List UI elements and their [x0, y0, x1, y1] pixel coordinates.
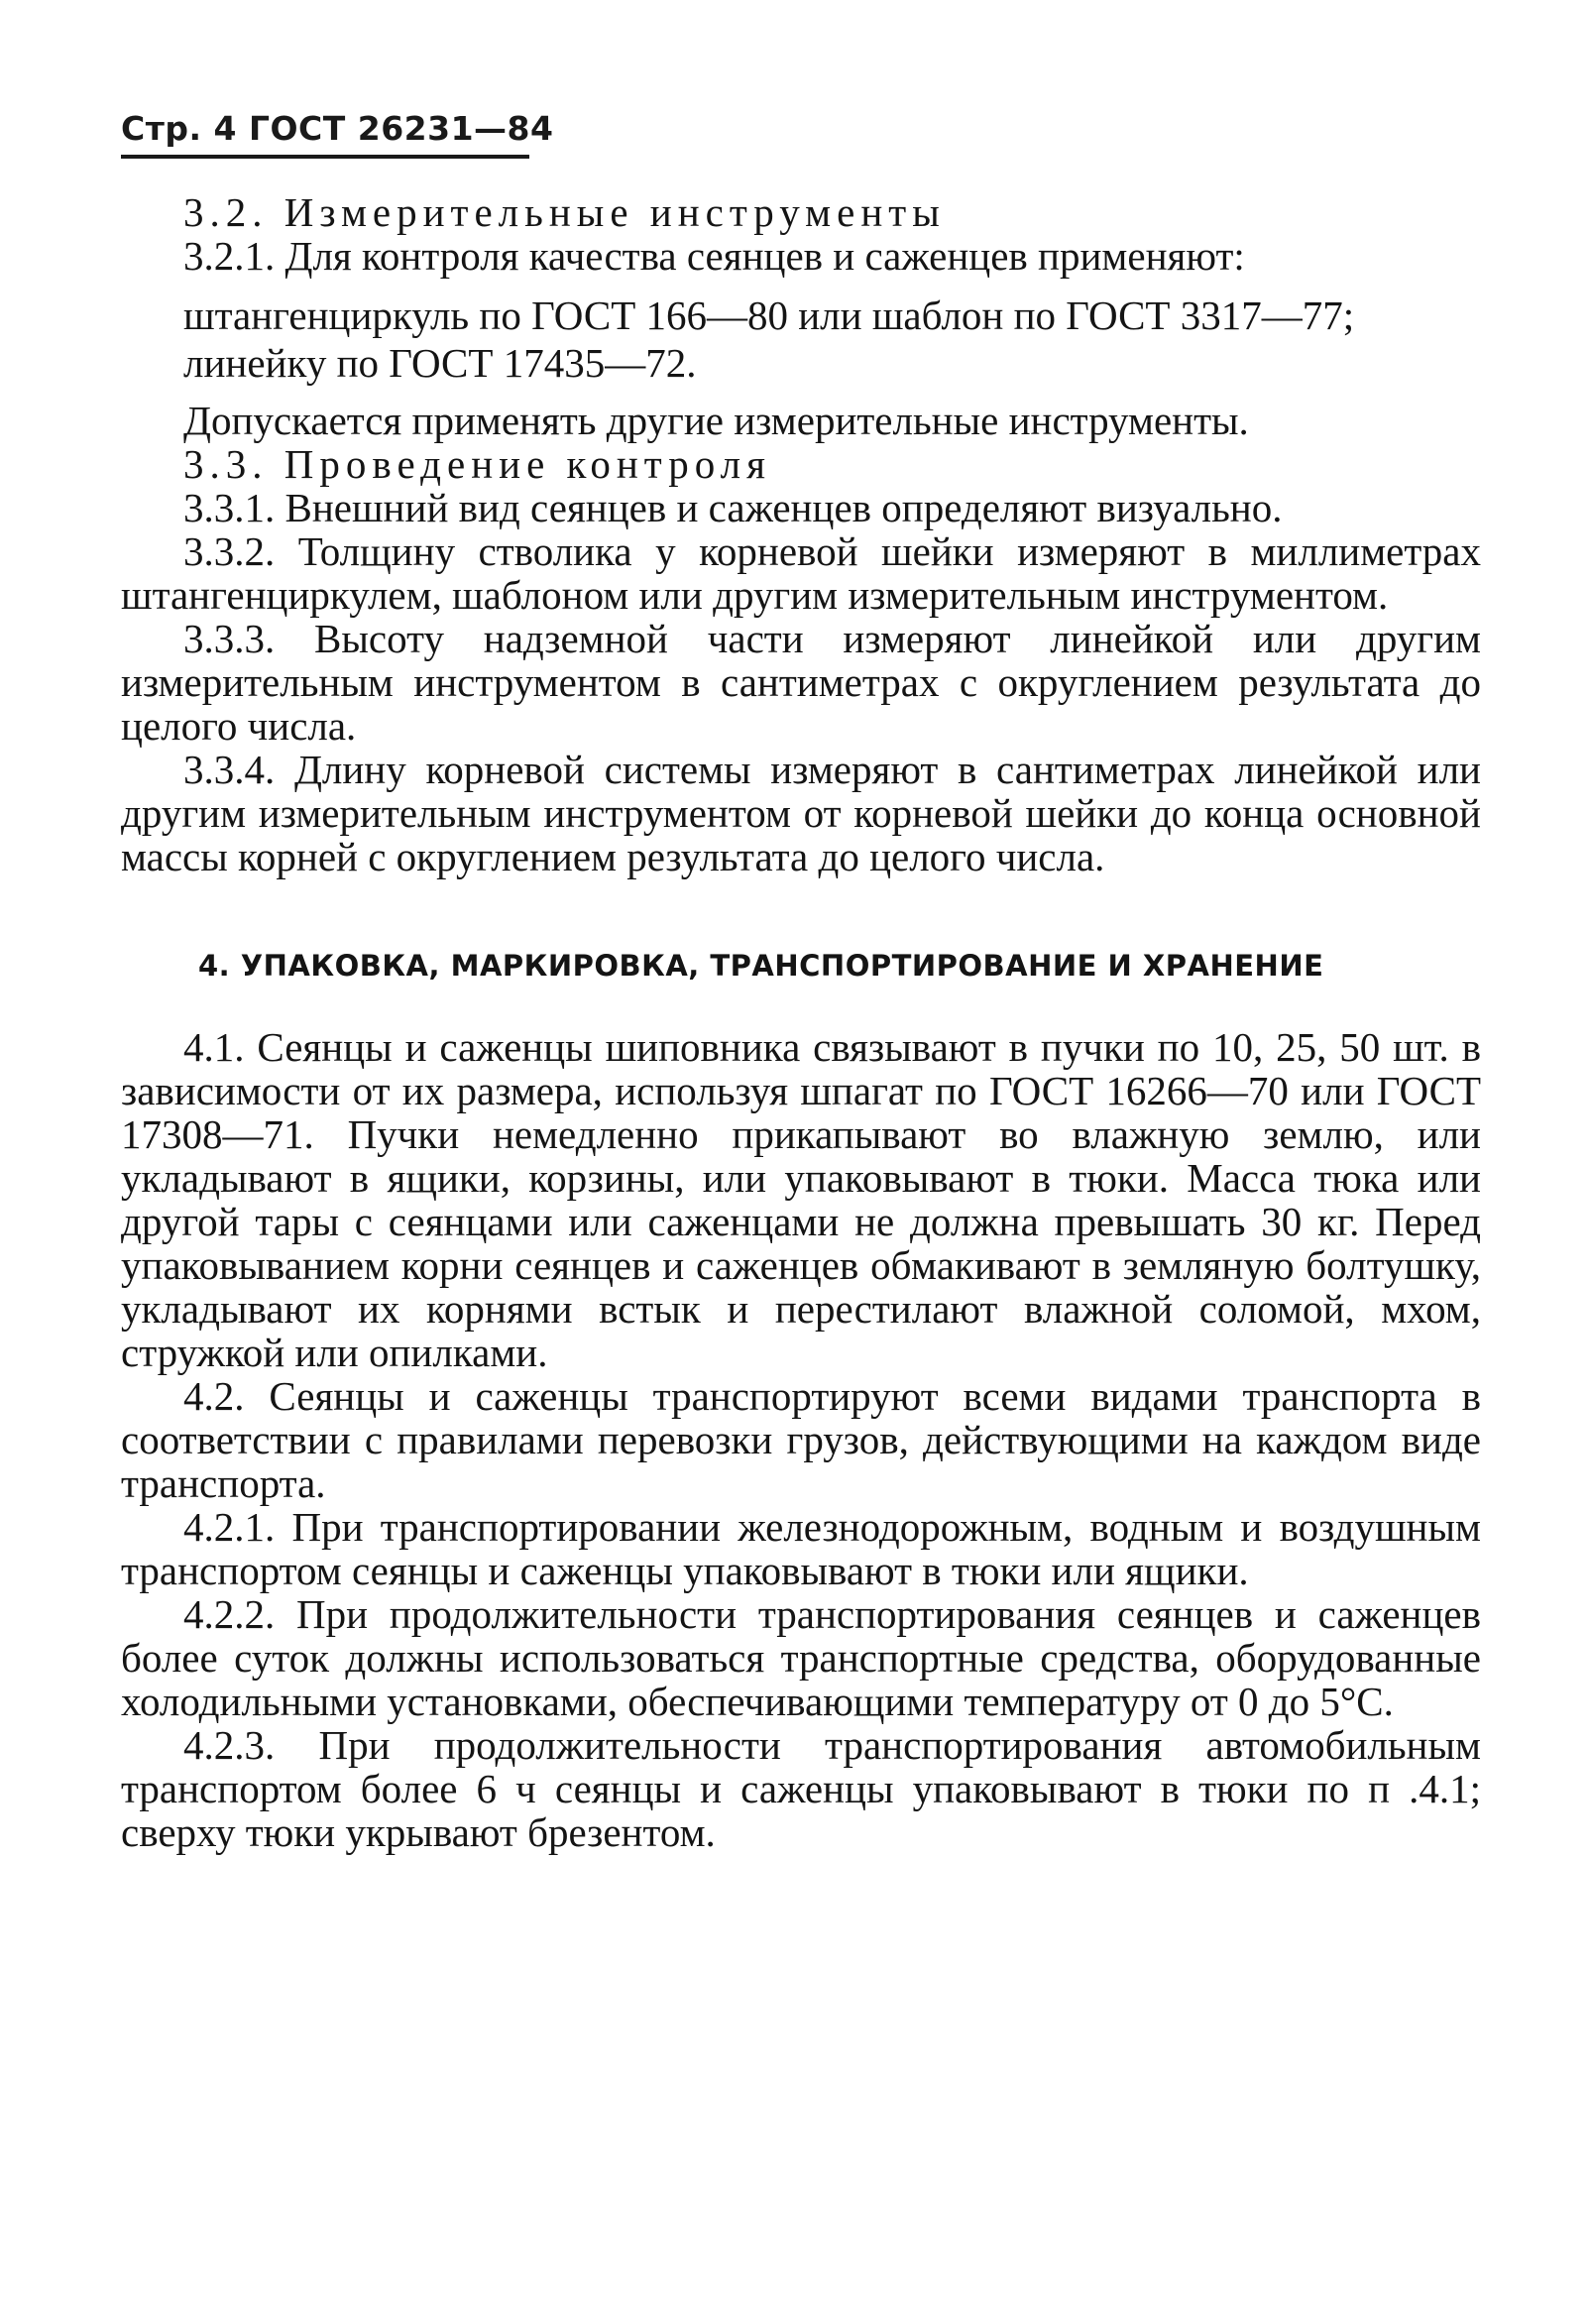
paragraph-4-1: 4.1. Сеянцы и саженцы шиповника связывают в пучки по 10, 25, 50 шт. в зависимости от их размера, используя шпагат по ГОСТ 16266—70 или ГОСТ 17308—71. Пучки немедленно прикапывают во влажную землю, или укладывают в ящики, корзины, или упаковывают в тюки. Масса тюка или другой тары с сеянцами или саженцами не должна превышать 30 кг. Перед упаковыванием корни сеянцев и саженцев обмакивают в земляную болтушку, укладывают их корнями встык и перестилают влажной соломой, мхом, стружкой или опилками.	[121, 1024, 1481, 1375]
section-3-2-title: 3.2. Измерительные инструменты	[183, 189, 946, 235]
paragraph-4-2-2: 4.2.2. При продолжительности транспортирования сеянцев и саженцев более суток должны использоваться транспортные средства, оборудованные холодильными установками, обеспечивающими температуру от 0 до 5°С.	[121, 1591, 1481, 1724]
document-body	[121, 190, 1481, 1854]
paragraph-3-2-1: 3.2.1. Для контроля качества сеянцев и саженцев применяют:	[183, 233, 1245, 279]
paragraph-3-2-1-item-2: линейку по ГОСТ 17435—72.	[183, 340, 697, 386]
header-rule	[121, 155, 529, 159]
paragraph-3-3-3: 3.3.3. Высоту надземной части измеряют линейкой или другим измерительным инструментом в сантиметрах с округлением результата до целого числа.	[121, 616, 1481, 749]
paragraph-4-2: 4.2. Сеянцы и саженцы транспортируют всеми видами транспорта в соответствии с правилами перевозки грузов, действующими на каждом виде транспорта.	[121, 1373, 1481, 1506]
paragraph-3-3-1: 3.3.1. Внешний вид сеянцев и саженцев определяют визуально.	[183, 485, 1283, 530]
paragraph-3-3-4: 3.3.4. Длину корневой системы измеряют в сантиметрах линейкой или другим измерительным инструментом от корневой шейки до конца основной массы корней с округлением результата до целого числа.	[121, 747, 1481, 879]
paragraph-3-2-note: Допускается применять другие измерительные инструменты.	[183, 398, 1249, 443]
paragraph-3-2-1-item-1: штангенциркуль по ГОСТ 166—80 или шаблон по ГОСТ 3317—77;	[183, 292, 1355, 338]
paragraph-4-2-3: 4.2.3. При продолжительности транспортирования автомобильным транспортом более 6 ч сеянцы и саженцы упаковывают в тюки по п .4.1; сверху тюки укрывают брезентом.	[121, 1722, 1481, 1855]
paragraph-4-2-1: 4.2.1. При транспортировании железнодорожным, водным и воздушным транспортом сеянцы и саженцы упаковывают в тюки или ящики.	[121, 1504, 1481, 1593]
section-4-heading: 4. УПАКОВКА, МАРКИРОВКА, ТРАНСПОРТИРОВАНИЕ И ХРАНЕНИЕ	[198, 949, 1324, 983]
page-header: Стр. 4 ГОСТ 26231—84	[121, 109, 554, 148]
paragraph-3-3-2: 3.3.2. Толщину стволика у корневой шейки измеряют в миллиметрах штангенциркулем, шаблоном или другим измерительным инструментом.	[121, 528, 1481, 618]
section-3-3-title: 3.3. Проведение контроля	[183, 441, 771, 487]
